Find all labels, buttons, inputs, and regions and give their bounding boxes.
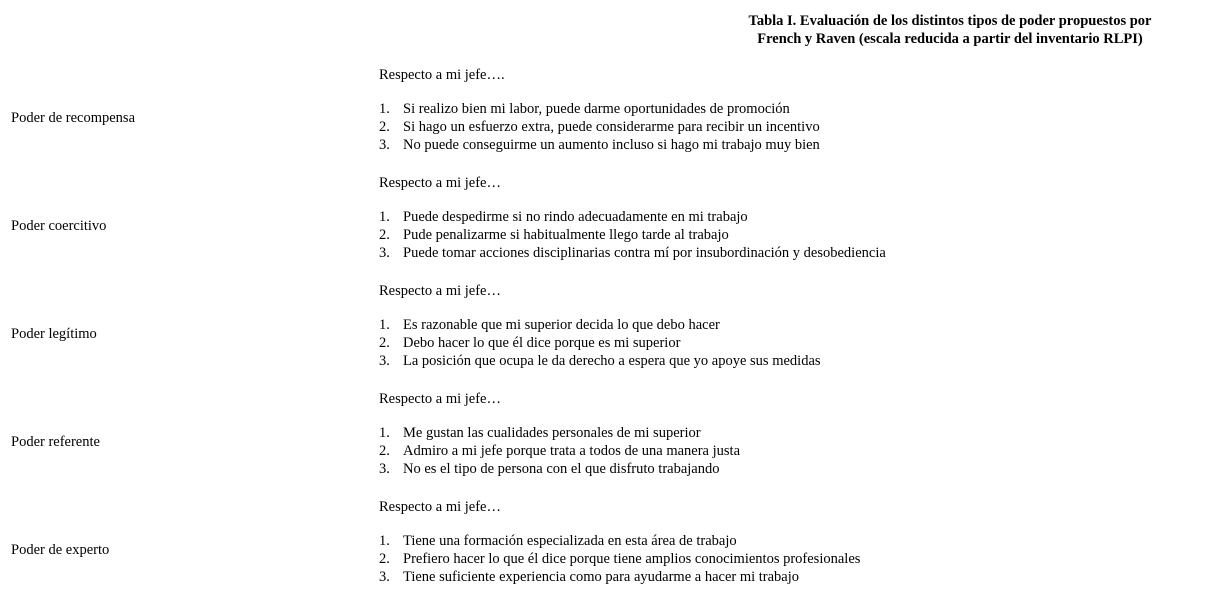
list-item [379,424,740,442]
list-item [379,136,820,154]
list-item [379,208,886,226]
item-text: Puede tomar acciones disciplinarias contra mí por insubordinación y desobediencia [403,245,886,261]
list-item [379,100,820,118]
item-text: Si realizo bien mi labor, puede darme oportunidades de promoción [403,101,790,117]
item-text: Debo hacer lo que él dice porque es mi superior [403,335,681,351]
item-number: 2. [379,443,390,459]
item-text: Tiene suficiente experiencia como para ayudarme a hacer mi trabajo [403,569,800,585]
item-list [379,316,821,370]
table-caption-line-1: Tabla I. Evaluación de los distintos tipos de poder propuestos por [748,13,1152,29]
row-label: Poder de experto [11,542,110,558]
list-item [379,442,740,460]
item-text: Prefiero hacer lo que él dice porque tiene amplios conocimientos profesionales [403,551,861,567]
item-text: Admiro a mi jefe porque trata a todos de una manera justa [403,443,741,459]
item-list [379,100,820,154]
item-text: Si hago un esfuerzo extra, puede considerarme para recibir un incentivo [403,119,820,135]
row-label: Poder legítimo [11,326,97,342]
item-number: 1. [379,533,390,549]
row-lead-text: Respecto a mi jefe… [379,391,501,407]
row-lead-text: Respecto a mi jefe…. [379,67,505,83]
table-row-recompensa [0,64,1212,172]
item-list [379,424,740,478]
item-list [379,208,886,262]
item-text: Me gustan las cualidades personales de mi superior [403,425,701,441]
item-text: Puede despedirme si no rindo adecuadamente en mi trabajo [403,209,748,225]
table-caption [722,12,1178,48]
item-number: 3. [379,569,390,585]
list-item [379,532,860,550]
item-number: 1. [379,425,390,441]
list-item [379,244,886,262]
item-text: Tiene una formación especializada en esta área de trabajo [403,533,737,549]
item-number: 3. [379,461,390,477]
row-label: Poder de recompensa [11,110,136,126]
list-item [379,226,886,244]
list-item [379,460,740,478]
item-number: 1. [379,317,390,333]
item-number: 2. [379,335,390,351]
table-row-legitimo [0,280,1212,388]
row-lead-text: Respecto a mi jefe… [379,499,501,515]
table-row-referente [0,388,1212,496]
item-number: 2. [379,551,390,567]
list-item [379,334,821,352]
list-item [379,118,820,136]
row-lead-text: Respecto a mi jefe… [379,175,501,191]
list-item [379,352,821,370]
item-list [379,532,860,586]
item-number: 1. [379,101,390,117]
row-label: Poder coercitivo [11,218,107,234]
item-number: 3. [379,353,390,369]
list-item [379,568,860,586]
list-item [379,316,821,334]
table-row-experto [0,496,1212,604]
item-text: Es razonable que mi superior decida lo que debo hacer [403,317,720,333]
power-types-table [0,64,1212,604]
table-caption-line-2: French y Raven (escala reducida a partir del inventario RLPI) [757,31,1143,47]
table-row-coercitivo [0,172,1212,280]
item-number: 2. [379,227,390,243]
item-number: 1. [379,209,390,225]
item-text: No es el tipo de persona con el que disfruto trabajando [403,461,720,477]
item-text: La posición que ocupa le da derecho a espera que yo apoye sus medidas [403,353,821,369]
list-item [379,550,860,568]
item-text: Pude penalizarme si habitualmente llego tarde al trabajo [403,227,729,243]
row-label: Poder referente [11,434,100,450]
item-number: 3. [379,137,390,153]
item-number: 2. [379,119,390,135]
item-text: No puede conseguirme un aumento incluso si hago mi trabajo muy bien [403,137,820,153]
row-lead-text: Respecto a mi jefe… [379,283,501,299]
item-number: 3. [379,245,390,261]
